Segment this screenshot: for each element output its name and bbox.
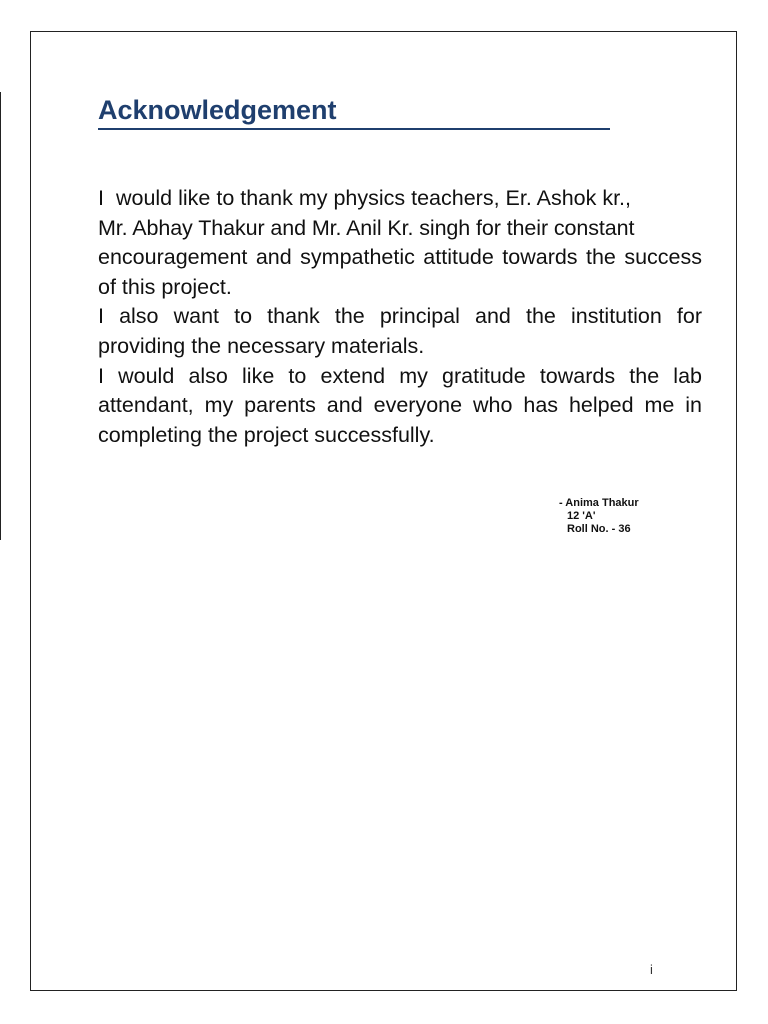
paragraph-3: I would also like to extend my gratitude towards the lab attendant, my parents and everyone who has helped me in completing the project successfully. [98,363,702,447]
paragraph-1-rest: encouragement and sympathetic attitude towards the success of this project. [98,245,702,299]
signature-block [559,497,639,536]
signature-name: - Anima Thakur [559,497,639,509]
paragraph-1-line-2: Mr. Abhay Thakur and Mr. Anil Kr. singh for their constant [98,215,635,240]
paragraph-1 [98,184,702,302]
paragraph-1-lead: I [98,186,104,210]
page-number: i [650,962,653,977]
acknowledgement-body [98,184,702,450]
signature-class: 12 'A' [567,510,596,522]
paragraph-2: I also want to thank the principal and the institution for providing the necessary materials. [98,304,702,358]
signature-roll-number: Roll No. - 36 [567,523,631,535]
page-title: Acknowledgement [98,92,610,130]
paragraph-1-line-1: would like to thank my physics teachers, Er. Ashok kr., [115,186,632,210]
left-margin-rule [0,92,1,540]
